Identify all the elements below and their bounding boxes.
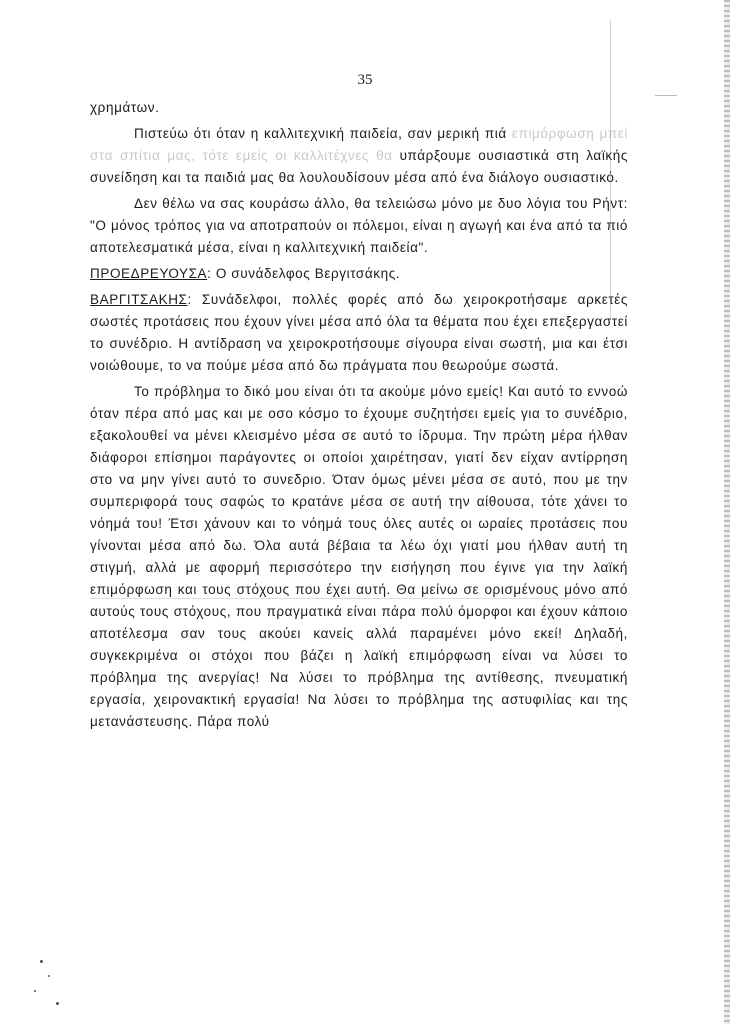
- paragraph: [90, 97, 628, 119]
- paragraph: [90, 123, 628, 189]
- paragraph-text: υπάρξουμε ουσιαστικά στη λαϊκής συνείδηση και τα παιδιά μας θα λουλουδίσουν μέσα από ένα διάλογο ουσιαστικό.: [90, 148, 628, 185]
- scan-edge: [724, 0, 730, 1024]
- paragraph-text: χρημάτων.: [90, 100, 160, 115]
- paragraph: [90, 289, 628, 377]
- scan-speckle: [34, 990, 36, 992]
- speaker-name: ΠΡΟΕΔΡΕΥΟΥΣΑ: [90, 266, 208, 281]
- scan-speckle: [48, 975, 50, 977]
- scan-artifact-line: [610, 20, 611, 320]
- paragraph: [90, 193, 628, 259]
- scan-speckle: [40, 960, 43, 963]
- paragraph-text: Δεν θέλω να σας κουράσω άλλο, θα τελειώσω μόνο με δυο λόγια του Ρήντ: "Ο μόνος τρόπος για να αποτραπούν οι πόλεμοι, είναι η αγωγή και ένα από τα πιό αποτελεσματικά μέσα, είναι η καλλιτεχνική παιδεία".: [90, 196, 628, 255]
- scan-artifact-line: [90, 598, 610, 599]
- paragraph: [90, 263, 628, 285]
- paragraph-text: : Ο συνάδελφος Βεργιτσάκης.: [207, 266, 401, 281]
- paragraph-text: Πιστεύω ότι όταν η καλλιτεχνική παιδεία, σαν μερική πιά: [134, 126, 507, 141]
- speaker-name: ΒΑΡΓΙΤΣΑΚΗΣ: [90, 292, 188, 307]
- scan-artifact-line: [655, 95, 677, 96]
- paragraph-text: Το πρόβλημα το δικό μου είναι ότι τα ακούμε μόνο εμείς! Και αυτό το εννοώ όταν πέρα από μας και με οσο κόσμο το έχουμε συζητήσει εμείς για το συνέδριο, εξακολουθεί να μένει κλεισμένο μέσα σε αυτό το ίδρυμα. Την πρώτη μέρα ήλθαν διάφοροι επίσημοι παράγοντες οι οποίοι χαιρέτησαν, γιατί δεν είχαν αντίρρηση στο να μην γίνει αυτό το συνεδριο. Όταν όμως μένει μέσα σε αυτό, που με την συμπεριφορά τους σαφώς το κρατάνε μέσα σε αυτή την αίθουσα, τότε χάνει το νόημά του! Έτσι χάνουν και το νόημά τους όλες αυτές οι ωραίες προτάσεις που γίνονται μέσα από δω. Όλα αυτά βέβαια τα λέω όχι γιατί μου ήλθαν αυτή τη στιγμή, αλλά με αφορμή περισσότερο την εισήγηση που έγινε για την λαϊκή επιμόρφωση και τους στόχους που έχει αυτή. Θα μείνω σε ορισμένους μόνο από αυτούς τους στόχους, που πραγματικά είναι πάρα πολύ όμορφοι και έχουν κάποιο αποτέλεσμα σαν τους ακούει κανείς αλλά παραμένει μόνο εκεί! Δηλαδή, συγκεκριμένα οι στόχοι που βάζει η λαϊκή επιμόρφωση είναι να λύσει το πρόβλημα της ανεργίας! Να λύσει το πρόβλημα της αντίθεσης, πνευματική εργασία, χειρονακτική εργασία! Να λύσει το πρόβλημα της αστυφιλίας και της μετανάστευσης. Πάρα πολύ: [90, 384, 628, 729]
- faded-line-text: επιμόρφωση μπεί στα σπίτια μας, τότε εμείς οι καλλιτέχνες θα: [90, 126, 628, 163]
- page-number: 35: [357, 72, 373, 88]
- transcript-text: [90, 97, 628, 737]
- paragraph-text: : Συνάδελφοι, πολλές φορές από δω χειροκροτήσαμε αρκετές σωστές προτάσεις που έχουν γίνει μέσα από όλα τα θέματα που έχει επεξεργαστεί το συνέδριο. Η αντίδραση να χειροκροτήσουμε σίγουρα είναι σωστή, μια και έτσι νοιώθουμε, το να πούμε μέσα από δω πράγματα που θεωρούμε σωστά.: [90, 292, 628, 373]
- scan-speckle: [56, 1002, 59, 1005]
- paragraph: [90, 381, 628, 733]
